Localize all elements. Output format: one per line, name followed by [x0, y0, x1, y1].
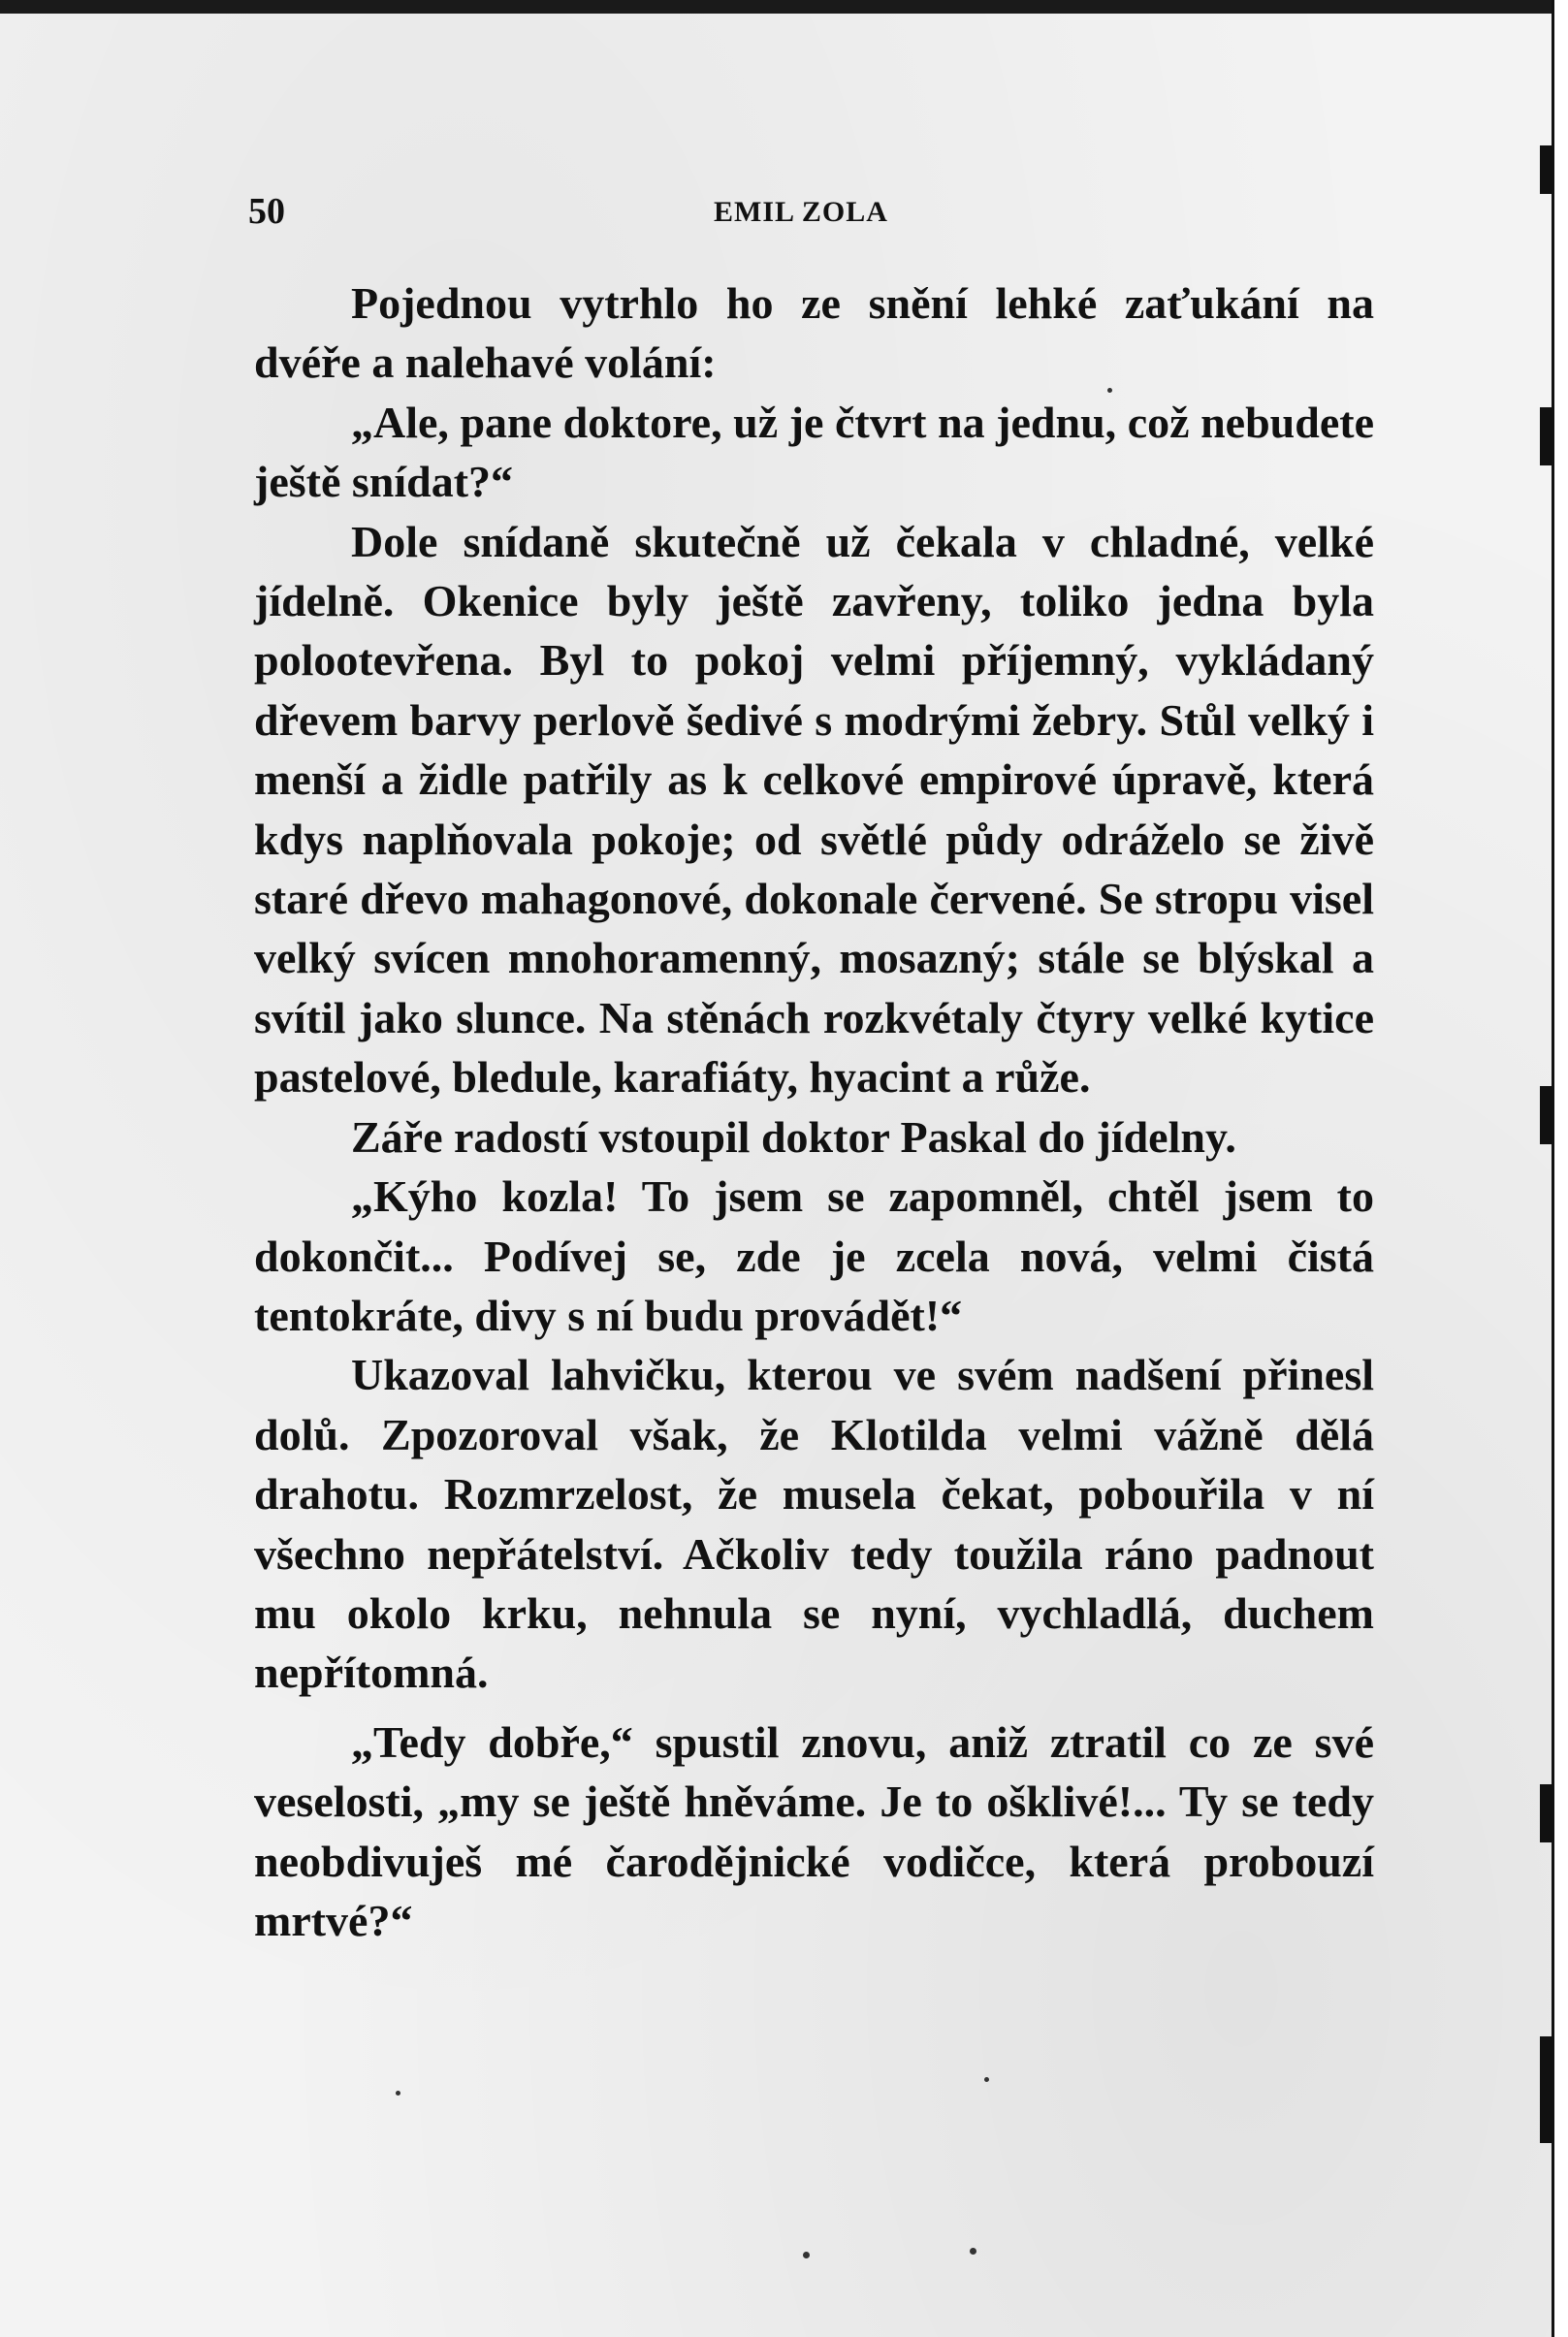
ink-speck [396, 2091, 400, 2096]
paragraph: Záře radostí vstoupil doktor Paskal do jídelny. [351, 1111, 1236, 1162]
page-number: 50 [248, 191, 285, 232]
ink-speck [803, 2252, 810, 2258]
edge-mark [1540, 2036, 1553, 2143]
edge-mark [1540, 145, 1553, 194]
ink-speck [970, 2248, 976, 2255]
page-header [248, 190, 1373, 233]
ink-speck [1107, 388, 1112, 393]
edge-mark [1540, 407, 1553, 465]
page-binding-edge [1552, 0, 1568, 2337]
paragraph: „Ale, pane doktore, už je čtvrt na jednu, což nebudete ještě snídat?“ [254, 397, 1374, 507]
paragraph: Ukazoval lahvičku, kterou ve svém nadšení přinesl dolů. Zpozoroval však, že Klotilda velmi vážně dělá drahotu. Rozmrzelost, že musela čekat, pobouřila v ní všechno nepřátelství. Ačkoliv tedy toužila ráno padnout mu okolo krku, nehnula se nyní, vychladlá, duchem nepřítomná. [254, 1350, 1374, 1698]
paragraph: Pojednou vytrhlo ho ze snění lehké zaťukání na dvéře a nalehavé volání: [254, 278, 1374, 388]
ink-speck [984, 2077, 989, 2082]
paragraph: Dole snídaně skutečně už čekala v chladné, velké jídelně. Okenice byly ještě zavřeny, toliko jedna byla polootevřena. Byl to pokoj velmi příjemný, vykládaný dřevem barvy perlově šedivé s modrými žebry. Stůl velký i menší a židle patřily as k celkové empirové úpravě, která kdys naplňovala pokoje; od světlé půdy odráželo se živě staré dřevo mahagonové, dokonale červené. Se stropu visel velký svícen mnohoramenný, mosazný; stále se blýskal a svítil jako slunce. Na stěnách rozkvétaly čtyry velké kytice pastelové, bledule, karafiáty, hyacint a růže. [254, 516, 1374, 1103]
paragraph: „Kýho kozla! To jsem se zapomněl, chtěl jsem to dokončit... Podívej se, zde je zcela nová, velmi čistá tentokráte, divy s ní budu provádět!“ [254, 1171, 1374, 1340]
running-head: EMIL ZOLA [714, 196, 888, 228]
edge-mark [1540, 1784, 1553, 1842]
paragraph: „Tedy dobře,“ spustil znovu, aniž ztratil co ze své veselosti, „my se ještě hněváme. Je to ošklivé!... Ty se tedy neobdivuješ mé čarodějnické vodičce, která probouzí mrtvé?“ [254, 1716, 1374, 1945]
body-text [254, 273, 1374, 1950]
edge-mark [1540, 1086, 1553, 1144]
